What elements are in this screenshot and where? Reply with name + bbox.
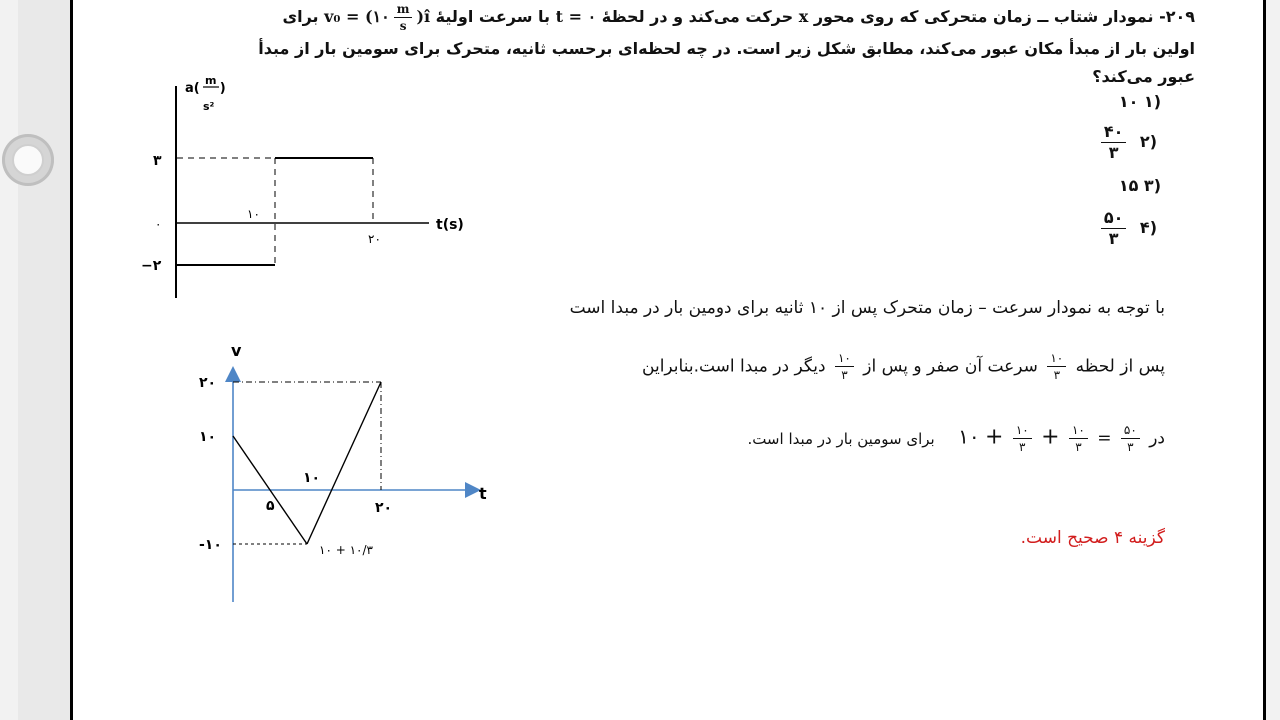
a-axis-label: a( ) [185, 81, 226, 96]
floating-action-button[interactable] [2, 134, 54, 186]
answer-text: گزینه ۴ صحیح است. [1020, 528, 1165, 548]
question-line-3: عبور می‌کند؟ [1092, 67, 1195, 86]
solution-line-1: با توجه به نمودار سرعت – زمان متحرک پس از ۱۰ ثانیه برای دومین بار در مبدا است [569, 298, 1165, 318]
solution-line-2: پس از لحظه $\frac{۱۰}{۳}$ سرعت آن صفر و پس از $\frac{۱۰}{۳}$ دیگر در مبدا است.بنابراین [642, 351, 1165, 382]
a-tick-3: ۳ [153, 153, 162, 169]
option-4: (۴ $\frac{۵۰}{۳}$ [1097, 210, 1157, 247]
t-tick-10-v: ۱۰ [303, 470, 321, 486]
initial-velocity: v₀ = (۱۰ $\frac{m}{s}$ )î [324, 2, 431, 33]
document-page [70, 0, 1266, 720]
svg-text:m: m [205, 76, 217, 87]
solution-line-3: در $\frac{۵۰}{۳}$ = $\frac{۱۰}{۳}$ + $\frac{۱۰}{۳}$ + ۱۰ برای سومین بار در مبدا است. [747, 423, 1165, 454]
t-tick-10: ۱۰ [247, 207, 260, 221]
a-tick-neg2: −۲ [141, 258, 162, 274]
left-gutter [0, 0, 18, 720]
velocity-segment-3 [307, 490, 332, 544]
v-axis-label: v [231, 341, 242, 360]
svg-text:s²: s² [203, 100, 215, 113]
v-tick-0: ۲۰ [199, 375, 217, 391]
a-tick-0: ۰ [155, 217, 162, 231]
acceleration-graph [133, 76, 553, 306]
t-axis-label-v: t [479, 484, 487, 503]
option-1: (۱ ۱۰ [1118, 92, 1161, 111]
t-tick-20: ۲۰ [368, 232, 381, 246]
question-number: ۲۰۹- [1159, 7, 1195, 26]
circle-icon [12, 144, 44, 176]
v-tick-2: -۱۰ [199, 537, 222, 553]
velocity-segment-4 [332, 382, 381, 490]
t-axis-label: t(s) [436, 217, 464, 233]
question-line-1: ۲۰۹- نمودار شتاب ــ زمان متحرکی که روی محور x حرکت می‌کند و در لحظهٔ t = ۰ با سرعت اولیهٔ v₀ = (۱۰ $\frac{m}{s}$ )î برای [282, 2, 1195, 33]
right-gutter [1264, 0, 1280, 720]
t-tick-20-v: ۲۰ [375, 500, 393, 516]
option-3: (۳ ۱۵ [1118, 176, 1161, 195]
velocity-chart [183, 336, 513, 606]
t-tick-5: ۵ [266, 498, 275, 514]
option-2: (۲ $\frac{۴۰}{۳}$ [1097, 124, 1157, 161]
v-tick-1: ۱۰ [199, 429, 217, 445]
question-line-2: اولین بار از مبدأ مکان عبور می‌کند، مطابق شکل زیر است. در چه لحظه‌ای برحسب ثانیه، متحرک برای سومین بار از مبدأ [258, 39, 1195, 58]
velocity-segment-1 [233, 436, 270, 490]
velocity-segment-2 [270, 490, 307, 544]
min-annotation: ۱۰ + ۱۰/۳ [319, 543, 373, 557]
